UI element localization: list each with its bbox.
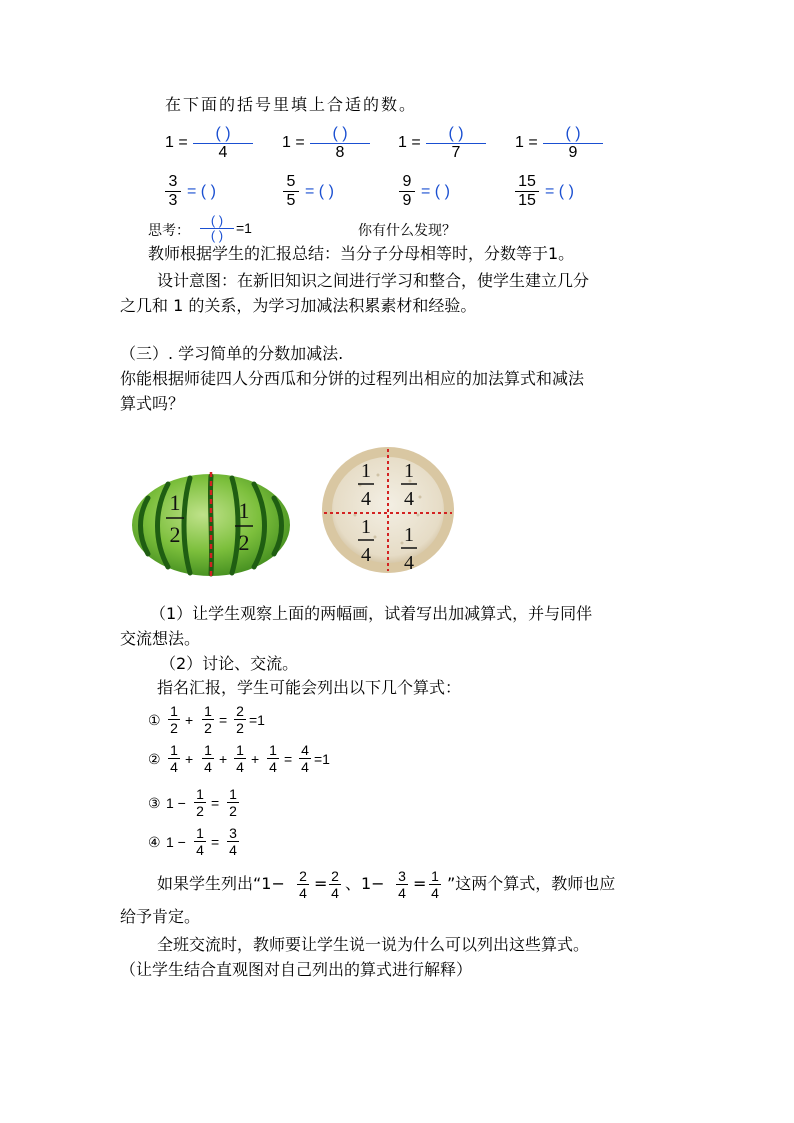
class-line1: 全班交流时，教师要让学生说一说为什么可以列出这些算式。 [157,935,590,954]
step2-text: （2）讨论、交流。 [160,654,299,673]
step1-line2: 交流想法。 [120,629,201,648]
step1-line1: （1）让学生观察上面的两幅画，试着写出加减算式，并与同伴 [150,604,593,623]
pie-frac-bl-num: 1 [361,516,371,538]
blank-value-2[interactable]: = ( ) [305,183,334,200]
watermelon-frac-right-num: 1 [238,498,250,523]
question-line1: 你能根据师徒四人分西瓜和分饼的过程列出相应的加法算式和减法 [120,369,585,388]
pie-illustration [320,445,456,575]
pie-frac-br-den: 4 [404,552,414,574]
think-line: 思考： ( ) ( ) =1 你有什么发现？ [148,213,456,243]
pie-frac-tr-num: 1 [404,460,414,482]
if-line2: 给予肯定。 [120,907,201,926]
blank-value-3[interactable]: = ( ) [421,183,450,200]
if-line: 如果学生列出“1− 2 4 = 2 4 、1− 3 4 = 1 4 ”这两个算式，教师也应 [157,868,616,902]
blank-value-4[interactable]: = ( ) [545,183,574,200]
watermelon-frac-left-den: 2 [169,522,181,547]
question-line2: 算式吗？ [120,394,185,413]
blank-value-1[interactable]: = ( ) [187,183,216,200]
summary-text: 教师根据学生的汇报总结：当分子分母相等时，分数等于1。 [148,244,575,263]
blank-numerator-4[interactable]: ( ) [565,125,581,142]
pie-frac-tr-den: 4 [404,488,414,510]
blank-numerator-3[interactable]: ( ) [448,125,464,142]
blank-numerator-2[interactable]: ( ) [332,125,348,142]
section-title: （三）. 学习简单的分数加减法. [120,344,344,363]
design-intent-line1: 设计意图：在新旧知识之间进行学习和整合，使学生建立几分 [157,271,590,290]
pie-frac-bl-den: 4 [361,544,371,566]
watermelon-frac-left-num: 1 [169,490,181,515]
watermelon-illustration [130,470,292,578]
intro-text: 在下面的括号里填上合适的数。 [165,95,418,114]
design-intent-line2: 之几和 1 的关系，为学习加减法积累素材和经验。 [120,296,477,315]
pie-frac-tl-num: 1 [361,460,371,482]
blank-numerator-1[interactable]: ( ) [215,125,231,142]
pie-frac-br-num: 1 [404,524,414,546]
pie-frac-tl-den: 4 [361,488,371,510]
report-text: 指名汇报，学生可能会列出以下几个算式： [157,678,462,697]
class-line2: （让学生结合直观图对自己列出的算式进行解释） [120,960,473,979]
watermelon-frac-right-den: 2 [238,530,250,555]
